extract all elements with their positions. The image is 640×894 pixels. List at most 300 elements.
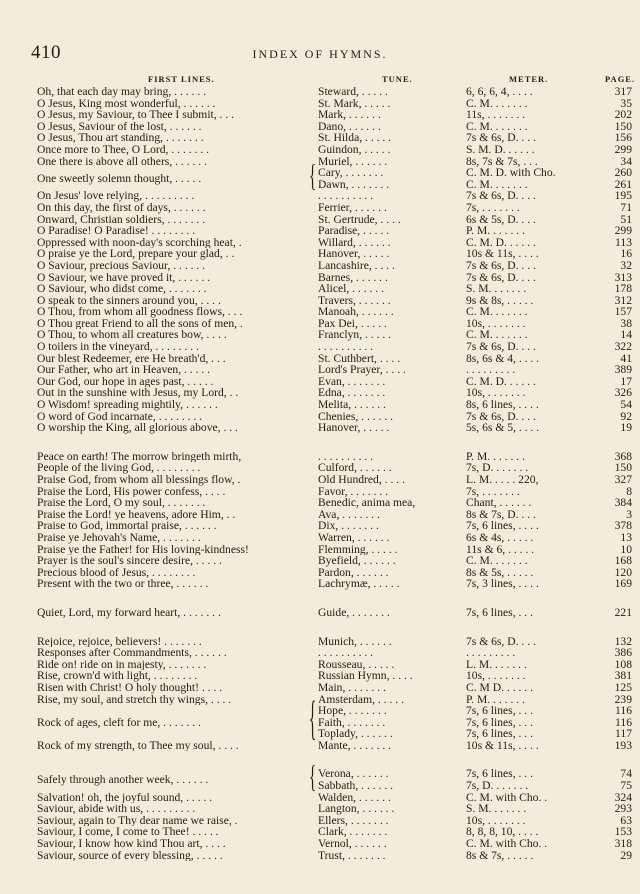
first-line: O Thou great Friend to all the sons of men, .: [37, 317, 243, 330]
first-line: O Thou, to whom all creatures bow, . . . .: [37, 329, 227, 342]
meter: 7s & 6s, D. . . .: [466, 132, 536, 144]
page-number: 410: [31, 42, 61, 63]
first-line: O worship the King, all glorious above, . . .: [37, 422, 238, 434]
tune: Favor, . . . . . . .: [318, 485, 389, 498]
tune: Steward, . . . . .: [318, 86, 388, 98]
page-ref: 381: [614, 669, 632, 683]
index-row: [0, 728, 640, 740]
tune: Muriel, . . . . . .: [318, 155, 388, 168]
first-line: Rock of my strength, to Thee my soul, . . . .: [37, 739, 239, 752]
page-ref: 157: [614, 305, 632, 319]
meter: 8s, 6s & 4, . . . .: [466, 352, 540, 365]
index-row: [0, 422, 640, 434]
index-row: [0, 682, 640, 694]
tune: . . . . . . . . . .: [318, 450, 374, 463]
meter: C. M. . . . . . .: [466, 97, 528, 110]
meter: 10s & 11s, . . . .: [466, 739, 539, 752]
first-line: Our God, our hope in ages past, . . . . .: [37, 375, 214, 388]
tune: Faith, . . . . . . .: [318, 716, 386, 729]
tune: Walden, . . . . . .: [318, 791, 391, 804]
meter: 10s, . . . . . . .: [466, 387, 526, 400]
first-line: Saviour, source of every blessing, . . . . .: [37, 849, 223, 862]
tune: Old Hundred, . . . .: [318, 474, 405, 486]
meter: 6, 6, 6, 4, . . . .: [466, 86, 533, 98]
index-row: [0, 225, 640, 237]
index-row: [0, 86, 640, 98]
index-row: [0, 283, 640, 295]
first-line: Present with the two or three, . . . . . .: [37, 578, 209, 590]
meter: C. M. with Cho. .: [466, 791, 548, 804]
tune: Evan, . . . . . . .: [318, 375, 386, 388]
first-line: Salvation! oh, the joyful sound, . . . . .: [37, 791, 213, 804]
first-line: Responses after Commandments, . . . . . .: [37, 647, 227, 659]
column-header-meter: METER.: [509, 74, 549, 84]
column-header-first-lines: FIRST LINES.: [148, 74, 215, 84]
index-row: [0, 486, 640, 498]
index-row: [0, 132, 640, 144]
tune: Langton, . . . . . .: [318, 803, 395, 815]
index-row: [0, 341, 640, 353]
first-line: O Jesus, King most wonderful, . . . . . .: [37, 97, 216, 110]
index-row: [0, 295, 640, 307]
page-ref: 17: [620, 374, 632, 388]
index-row: [0, 387, 640, 399]
tune: Dano, . . . . . .: [318, 120, 381, 133]
index-row: [0, 190, 640, 202]
meter: . . . . . . . . .: [466, 647, 516, 659]
meter: P. M. . . . . . .: [466, 225, 525, 237]
meter: 7s & 6s, D. . . .: [466, 190, 536, 202]
meter: C. M. . . . . . .: [466, 120, 528, 133]
index-row: [0, 121, 640, 133]
meter: 10s, . . . . . . .: [466, 814, 526, 827]
meter: S. M. . . . . . .: [466, 283, 527, 295]
page-ref: 116: [615, 715, 632, 729]
first-line: Saviour, I know how kind Thou art, . . . .: [37, 838, 226, 850]
page-ref: 195: [614, 189, 632, 203]
index-row: [0, 815, 640, 827]
meter: 7s & 6s, D. . . .: [466, 635, 536, 648]
meter: 7s & 6s, D. . . .: [466, 259, 536, 272]
first-line: Saviour, abide with us, . . . . . . . . .: [37, 803, 196, 815]
tune: St. Cuthbert, . . . .: [318, 352, 401, 365]
index-row: [0, 826, 640, 838]
first-line: Risen with Christ! O holy thought! . . . .: [37, 681, 223, 694]
page-ref: 327: [614, 473, 632, 486]
index-row: [0, 179, 640, 191]
first-line: Praise the Lord, His power confess, . . . .: [37, 485, 226, 498]
column-header-tune: TUNE.: [382, 74, 413, 84]
page-ref: 260: [614, 166, 632, 180]
meter: C. M. D. . . . . .: [466, 375, 536, 388]
meter: L. M. . . . . . .: [466, 658, 527, 671]
meter: 7s & 6s, D. . . .: [466, 341, 536, 353]
tune: St. Hilda, . . . . .: [318, 132, 392, 144]
tune: Lachrymæ, . . . . .: [318, 578, 400, 590]
index-row: [0, 544, 640, 556]
meter: C. M. . . . . . .: [466, 329, 528, 342]
tune: Guindon, . . . . .: [318, 143, 391, 156]
tune: Chenies, . . . . . .: [318, 410, 394, 423]
tune: Ellers, . . . . . . .: [318, 814, 389, 827]
tune: Verona, . . . . . .: [318, 768, 389, 781]
meter: 5s, 6s & 5, . . . .: [466, 422, 540, 434]
page-ref: 193: [614, 738, 632, 752]
tune: . . . . . . . . . .: [318, 647, 374, 659]
meter: P. M. . . . . . .: [466, 693, 525, 706]
page-ref: 150: [614, 461, 632, 475]
page-ref: 120: [614, 565, 632, 579]
index-row: [0, 411, 640, 423]
tune: Mante, . . . . . . .: [318, 739, 392, 752]
first-line: Prayer is the soul's sincere desire, . . . . .: [37, 555, 222, 567]
page-ref: 312: [614, 293, 632, 307]
tune: Lancashire, . . . .: [318, 259, 395, 272]
tune: Dix, . . . . . . .: [318, 520, 379, 532]
first-line: O Jesus, Thou art standing, . . . . . . .: [37, 132, 204, 144]
first-line: Oppressed with noon-day's scorching heat, .: [37, 236, 242, 249]
meter: 9s & 8s, . . . . .: [466, 294, 534, 307]
tune: Munich, . . . . . .: [318, 635, 392, 648]
index-row: [0, 98, 640, 110]
index-row: [0, 462, 640, 474]
page-ref: 117: [615, 727, 632, 741]
meter: 8s, 6 lines, . . . .: [466, 399, 539, 411]
page-ref: 299: [614, 224, 632, 238]
meter: 7s & 6s, D. . . .: [466, 410, 536, 423]
brace-glyph: {: [309, 160, 317, 195]
page-ref: 14: [620, 328, 632, 342]
index-row: [0, 399, 640, 411]
index-row: [0, 156, 640, 168]
tune: Guide, . . . . . . .: [318, 606, 390, 619]
index-row: [0, 659, 640, 671]
page-ref: 132: [614, 634, 632, 648]
first-line: Quiet, Lord, my forward heart, . . . . . . .: [37, 606, 221, 619]
first-line: Peace on earth! The morrow bringeth mirth,: [37, 450, 242, 463]
running-head: INDEX OF HYMNS.: [252, 47, 388, 61]
index-row: [0, 740, 640, 752]
meter: 7s, 6 lines, . . .: [466, 606, 533, 619]
tune: Russian Hymn, . . . .: [318, 670, 413, 682]
first-line: People of the living God, . . . . . . . .: [37, 462, 201, 474]
index-row: [0, 647, 640, 659]
page-ref: 35: [620, 96, 632, 110]
first-line: Praise ye the Father! for His loving-kindness!: [37, 543, 249, 556]
first-line: O word of God incarnate, . . . . . . . .: [37, 410, 203, 423]
tune: Byefield, . . . . . .: [318, 555, 396, 567]
tune: Ferrier, . . . . . .: [318, 201, 387, 214]
page-ref: 156: [614, 131, 632, 145]
meter: 6s & 4s, . . . . .: [466, 531, 534, 544]
meter: C. M D. . . . . .: [466, 681, 533, 694]
page-ref: 389: [614, 363, 632, 377]
page-ref: 153: [614, 825, 632, 839]
index-row: [0, 792, 640, 804]
tune: Melita, . . . . . .: [318, 399, 386, 411]
page-ref: 32: [620, 258, 632, 272]
meter: 10s, . . . . . . .: [466, 317, 526, 330]
meter: 10s, . . . . . . .: [466, 670, 526, 682]
index-row: [0, 109, 640, 121]
first-line: Once more to Thee, O Lord, . . . . . . .: [37, 143, 210, 156]
page-ref: 41: [620, 351, 632, 365]
index-row: [0, 306, 640, 318]
index-row: [0, 532, 640, 544]
first-line: Rejoice, rejoice, believers! . . . . . . .: [37, 635, 202, 648]
page-ref: 19: [620, 421, 632, 435]
first-line: One there is above all others, . . . . . .: [37, 155, 207, 168]
tune: Mark, . . . . . .: [318, 109, 381, 121]
page-ref: 16: [620, 247, 632, 261]
tune: Culford, . . . . . .: [318, 462, 392, 474]
meter: C. M. with Cho. .: [466, 838, 548, 850]
first-line: Our blest Redeemer, ere He breath'd, . . .: [37, 352, 226, 365]
page-ref: 386: [614, 646, 632, 660]
first-line: O Paradise! O Paradise! . . . . . . . .: [37, 225, 196, 237]
meter: 7s, 3 lines, . . . .: [466, 578, 539, 590]
page-ref: 326: [614, 386, 632, 400]
page-ref: 239: [614, 692, 632, 706]
page-ref: 221: [614, 605, 632, 619]
tune: Clark, . . . . . . .: [318, 826, 388, 839]
index-row: [0, 260, 640, 272]
page-ref: 318: [614, 837, 632, 851]
tune: Flemming, . . . . .: [318, 543, 398, 556]
page-ref: 29: [620, 848, 632, 862]
tune: St. Gertrude, . . . .: [318, 213, 401, 226]
first-line: O Jesus, my Saviour, to Thee I submit, . . .: [37, 109, 235, 121]
tune: Lord's Prayer, . . . .: [318, 364, 406, 376]
page-ref: 293: [614, 802, 632, 816]
page-ref: 317: [614, 85, 632, 98]
first-line: O Saviour, precious Saviour, . . . . . .: [37, 259, 206, 272]
meter: P. M. . . . . . .: [466, 450, 525, 463]
tune: St. Mark, . . . . .: [318, 97, 391, 110]
first-line: O speak to the sinners around you, . . . .: [37, 294, 221, 307]
brace-glyph: {: [309, 762, 317, 796]
meter: C. M. . . . . . .: [466, 555, 528, 567]
tune: Trust, . . . . . . .: [318, 849, 386, 862]
tune: Franclyn, . . . . .: [318, 329, 392, 342]
index-row: [0, 248, 640, 260]
tune: Main, . . . . . . .: [318, 681, 386, 694]
first-line: Precious blood of Jesus, . . . . . . . .: [37, 566, 196, 579]
first-line: O Saviour, who didst come, . . . . . . .: [37, 283, 207, 295]
meter: 7s, 6 lines, . . . .: [466, 520, 539, 532]
page-ref: 150: [614, 119, 632, 133]
meter: 8s & 5s, . . . . .: [466, 566, 534, 579]
meter: Chant, . . . . . .: [466, 497, 532, 509]
meter: . . . . . . . . .: [466, 364, 516, 376]
tune: Pax Dei, . . . . .: [318, 317, 387, 330]
tune: Cary, . . . . . . .: [318, 167, 384, 179]
meter: 7s & 6s, D. . . .: [466, 271, 536, 284]
page-ref: 108: [614, 657, 632, 671]
tune: Warren, . . . . . .: [318, 531, 390, 544]
first-line: Rock of ages, cleft for me, . . . . . . .: [37, 716, 201, 729]
tune: Willard, . . . . . .: [318, 236, 391, 249]
first-line: Praise God, from whom all blessings flow, .: [37, 474, 241, 486]
index-row: [0, 509, 640, 521]
tune: Alicel, . . . . . .: [318, 283, 385, 295]
page-ref: 38: [620, 316, 632, 330]
tune: Pardon, . . . . . .: [318, 566, 389, 579]
index-row: [0, 567, 640, 579]
page-ref: 313: [614, 270, 632, 284]
page-ref: 10: [620, 542, 632, 556]
tune: Vernol, . . . . . .: [318, 838, 387, 850]
tune: . . . . . . . . . .: [318, 190, 374, 202]
tune: Ava, . . . . . . .: [318, 508, 380, 521]
page-ref: 74: [620, 767, 632, 781]
tune: Dawn, . . . . . . .: [318, 178, 390, 191]
meter: 7s, 6 lines, . . .: [466, 728, 533, 740]
hymn-index-list: [0, 86, 640, 861]
meter: 8s & 7s, D. . . .: [466, 508, 536, 521]
index-row: [0, 272, 640, 284]
meter: 7s, 6 lines, . . .: [466, 716, 533, 729]
first-line: O Wisdom! spreading mightily, . . . . . .: [37, 399, 218, 411]
index-row: [0, 474, 640, 486]
first-line: Praise to God, immortal praise, . . . . . .: [37, 520, 217, 532]
index-row: [0, 520, 640, 532]
page-ref: 378: [614, 519, 632, 533]
tune: Sabbath, . . . . . .: [318, 780, 394, 792]
first-line: Saviour, again to Thy dear name we raise, .: [37, 814, 238, 827]
meter: 10s & 11s, . . . .: [466, 248, 539, 260]
page-ref: 368: [614, 449, 632, 463]
page-ref: 168: [614, 554, 632, 568]
page-ref: 63: [620, 813, 632, 827]
first-line: O praise ye the Lord, prepare your glad, . .: [37, 248, 235, 260]
page-ref: 322: [614, 340, 632, 354]
first-line: O Jesus, Saviour of the lost, . . . . . .: [37, 120, 202, 133]
tune: Edna, . . . . . . .: [318, 387, 386, 400]
page-ref: 261: [614, 177, 632, 191]
page-ref: 92: [620, 409, 632, 423]
first-line: Rise, my soul, and stretch thy wings, . . . .: [37, 693, 232, 706]
index-row: [0, 214, 640, 226]
first-line: O toilers in the vineyard, . . . . . . . .: [37, 341, 199, 353]
meter: C. M. D. with Cho.: [466, 167, 556, 179]
meter: 11s & 6, . . . . .: [466, 543, 535, 556]
first-line: Saviour, I come, I come to Thee! . . . . .: [37, 826, 219, 839]
index-row: [0, 329, 640, 341]
page-ref: 384: [614, 496, 632, 510]
index-row: [0, 607, 640, 619]
tune: Travers, . . . . . .: [318, 294, 391, 307]
meter: 8, 8, 8, 10, . . . .: [466, 826, 539, 839]
index-row: [0, 694, 640, 706]
index-row: [0, 555, 640, 567]
first-line: Safely through another week, . . . . . .: [37, 774, 209, 787]
brace-glyph: {: [309, 695, 317, 747]
meter: C. M. . . . . . .: [466, 306, 528, 318]
page-ref: 113: [615, 235, 632, 249]
index-row: [0, 364, 640, 376]
tune: Hanover, . . . . .: [318, 248, 390, 260]
index-row: [0, 636, 640, 648]
tune: . . . . . . . . . .: [318, 341, 374, 353]
first-line: Oh, that each day may bring, . . . . . .: [37, 86, 207, 98]
index-row: [0, 670, 640, 682]
page-ref: 75: [620, 779, 632, 793]
meter: 7s, . . . . . . .: [466, 485, 520, 498]
meter: 11s, . . . . . . .: [466, 109, 526, 121]
tune: Barnes, . . . . . .: [318, 271, 388, 284]
meter: 7s, 6 lines, . . .: [466, 705, 533, 717]
first-line: Out in the sunshine with Jesus, my Lord, . .: [37, 387, 239, 400]
column-header-page: PAGE.: [605, 74, 636, 84]
page-ref: 34: [620, 154, 632, 168]
tune: Toplady, . . . . . .: [318, 728, 393, 740]
index-row: [0, 850, 640, 862]
page-ref: 51: [620, 212, 632, 226]
page-ref: 169: [614, 577, 632, 591]
index-row: [0, 144, 640, 156]
first-line: Onward, Christian soldiers, . . . . . . .: [37, 213, 206, 226]
page-ref: 178: [614, 282, 632, 296]
first-line: Praise ye Jehovah's Name, . . . . . . .: [37, 531, 201, 544]
page-ref: 202: [614, 108, 632, 122]
page-ref: 116: [615, 704, 632, 718]
page-ref: 125: [614, 680, 632, 694]
page-ref: 3: [626, 507, 632, 521]
first-line: On this day, the first of days, . . . . . .: [37, 201, 206, 214]
first-line: One sweetly solemn thought, . . . . .: [37, 173, 202, 185]
index-row: [0, 202, 640, 214]
meter: 7s, 6 lines, . . .: [466, 768, 533, 781]
page-ref: 299: [614, 142, 632, 156]
tune: Hanover, . . . . .: [318, 422, 390, 434]
index-row: [0, 803, 640, 815]
meter: 8s & 7s, . . . . .: [466, 849, 534, 862]
first-line: Praise the Lord! ye heavens, adore Him, . .: [37, 508, 236, 521]
meter: S. M. . . . . . .: [466, 803, 527, 815]
tune: Manoah, . . . . . .: [318, 306, 394, 318]
page-ref: 54: [620, 398, 632, 412]
index-row: [0, 237, 640, 249]
meter: S. M. D. . . . . .: [466, 143, 535, 156]
tune: Rousseau, . . . . .: [318, 658, 395, 671]
first-line: On Jesus' love relying, . . . . . . . . .: [37, 190, 195, 202]
first-line: Our Father, who art in Heaven, . . . . .: [37, 364, 211, 376]
page-ref: 324: [614, 790, 632, 804]
meter: 7s, D. . . . . . .: [466, 780, 529, 792]
tune: Benedic, anima mea,: [318, 497, 416, 509]
first-line: Praise the Lord, O my soul, . . . . . . .: [37, 497, 206, 509]
index-row: [0, 838, 640, 850]
index-row: [0, 780, 640, 792]
first-line: O Thou, from whom all goodness flows, . . .: [37, 306, 243, 318]
page-ref: 8: [626, 484, 632, 498]
meter: 6s & 5s, D. . . .: [466, 213, 536, 226]
meter: 7s, . . . . . . .: [466, 201, 520, 214]
index-row: [0, 376, 640, 388]
index-row: [0, 497, 640, 509]
index-row: [0, 717, 640, 729]
meter: 8s, 7s & 7s, . . .: [466, 155, 538, 168]
tune: Amsterdam, . . . . .: [318, 693, 404, 706]
index-row: [0, 318, 640, 330]
meter: 7s, D. . . . . . .: [466, 462, 529, 474]
meter: L. M. . . . . 220,: [466, 474, 539, 486]
first-line: Rise, crown'd with light, . . . . . . . .: [37, 670, 198, 682]
index-row: [0, 451, 640, 463]
page-ref: 13: [620, 530, 632, 544]
first-line: O Saviour, we have proved it, . . . . . .: [37, 271, 211, 284]
